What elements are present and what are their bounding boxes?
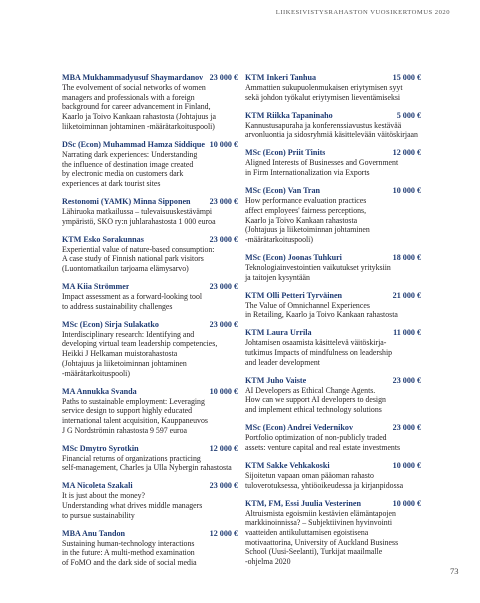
grant-description: Impact assessment as a forward-looking tool to address sustainability challenges <box>62 292 203 311</box>
grant-amount: 10 000 € <box>209 386 238 396</box>
grant-heading <box>62 529 238 539</box>
grant-heading <box>245 461 421 471</box>
grant-recipient: MSc (Econ) Van Tran <box>245 186 321 196</box>
grant-description: The Value of Omnichannel Experiences in Retailing, Kaarlo ja Toivo Kankaan rahastosta <box>245 300 398 320</box>
grant-recipient: MA Kiia Strömmer <box>62 282 130 292</box>
grant-recipient: KTM Riikka Tapaninaho <box>245 110 333 120</box>
grant-heading <box>245 73 421 83</box>
grant-heading <box>62 282 238 292</box>
right-column <box>245 73 421 575</box>
grant-entry <box>62 529 238 568</box>
grant-heading <box>62 481 238 491</box>
grant-amount: 10 000 € <box>209 139 238 149</box>
grant-amount: 10 000 € <box>392 498 421 508</box>
grant-entry <box>62 387 238 436</box>
grant-entry <box>62 140 238 189</box>
grant-heading <box>245 186 421 196</box>
grant-description: Lähiruoka matkailussa – tulevaisuuskestävämpi ympäristö, SKO ry:n juhlarahastosta 1 000 euroa <box>62 206 216 226</box>
grant-recipient: MSc (Econ) Sirja Sulakatko <box>62 319 159 329</box>
grant-entry <box>62 481 238 520</box>
grant-entry <box>62 320 238 379</box>
grant-description: Aligned Interests of Businesses and Government in Firm Internationalization via Exports <box>245 158 399 178</box>
grant-description: Altruismista egoismiin kestävien elämäntapojen markkinoinnissa? – Subjektiivinen hyvinvointi vaatteiden antikuluttamisen egoistisena motivaattorina, University of Auckland Business School (Uusi-Seelanti), Turkijat maailmalle -ohjelma 2020 <box>245 508 399 567</box>
grant-description: It is just about the money? Understanding what drives middle managers to pursue sustainability <box>62 491 203 520</box>
grant-recipient: KTM Esko Sorakunnas <box>62 234 144 244</box>
grant-recipient: MA Annukka Svanda <box>62 386 137 396</box>
grant-amount: 23 000 € <box>209 481 238 491</box>
grant-entry <box>245 328 421 367</box>
grant-recipient: MA Nicoleta Szakali <box>62 481 133 491</box>
grant-recipient: MSc (Econ) Joonas Tuhkuri <box>245 252 342 262</box>
grant-recipient: KTM Laura Urrila <box>245 328 312 338</box>
grant-amount: 23 000 € <box>209 319 238 329</box>
grant-recipient: KTM Sakke Vehkakoski <box>245 460 330 470</box>
grant-amount: 15 000 € <box>392 73 421 82</box>
grant-heading <box>245 328 421 338</box>
grant-amount: 10 000 € <box>392 460 421 470</box>
grant-heading <box>245 253 421 263</box>
grant-recipient: MBA Mukhammadyusuf Shaymardanov <box>62 73 204 82</box>
grant-entry <box>245 73 421 102</box>
grant-heading <box>62 197 238 207</box>
grant-entry <box>245 186 421 245</box>
grant-amount: 18 000 € <box>392 252 421 262</box>
grant-heading <box>62 73 238 83</box>
grant-heading <box>245 376 421 386</box>
grant-amount: 23 000 € <box>209 234 238 244</box>
grant-description: AI Developers as Ethical Change Agents. How can we support AI developers to design and implement ethical technology solutions <box>245 385 386 415</box>
grant-recipient: Restonomi (YAMK) Minna Sipponen <box>62 196 191 206</box>
running-header: LIIKESIVISTYSRAHASTON VUOSIKERTOMUS 2020 <box>275 9 450 16</box>
grant-recipient: KTM Juho Vaiste <box>245 375 307 385</box>
grant-description: How performance evaluation practices affect employees' fairness perceptions, Kaarlo ja Toivo Kankaan rahastosta (Johtajuus ja liiketoiminnan johtaminen -määrätarkoituspooli) <box>245 196 370 244</box>
grant-description: Ammattien sukupuolenmukaisen eriytymisen syyt sekä johdon työkalut eriytymisen lieventämiseksi <box>245 83 403 102</box>
grant-recipient: MBA Anu Tandon <box>62 528 125 538</box>
grant-description: Kannustusapurahа ja konferenssiavustus kestävää arvonluontia ja sidosryhmiä käsittelevään väitöskirjaan <box>245 120 418 140</box>
grant-entry <box>245 423 421 452</box>
grant-entry <box>245 111 421 140</box>
grant-amount: 10 000 € <box>392 186 421 196</box>
grant-heading <box>245 423 421 433</box>
grant-heading <box>62 320 238 330</box>
grant-description: The evolvement of social networks of women managers and professionals with a foreign background for career advancement in Finland, Kaarlo ja Toivo Kankaan rahastosta (Johtajuus ja liiketoiminnan johtaminen -määrätarkoituspooli) <box>62 83 216 131</box>
grant-recipient: DSc (Econ) Muhammad Hamza Siddique <box>62 139 206 149</box>
grant-amount: 21 000 € <box>392 290 421 300</box>
grant-heading <box>245 111 421 121</box>
grant-recipient: KTM, FM, Essi Juulia Vesterinen <box>245 498 362 508</box>
grant-description: Paths to sustainable employment: Leveraging service design to support highly educated international talent acquisition, Kauppaneuvos J G Nordströmin rahastosta 9 597 euroa <box>62 396 208 435</box>
grant-description: Portfolio optimization of non-publicly traded assets: venture capital and real estate investments <box>245 433 401 452</box>
grant-amount: 23 000 € <box>209 196 238 206</box>
grant-amount: 12 000 € <box>209 443 238 453</box>
grant-entry <box>245 499 421 567</box>
grant-amount: 23 000 € <box>392 375 421 385</box>
grant-amount: 23 000 € <box>209 73 238 82</box>
grant-entry <box>245 148 421 177</box>
grant-entry <box>245 253 421 282</box>
grant-entry <box>62 282 238 311</box>
grant-description: Johtamisen osaamista käsittelevä väitöskirja- tutkimus Impacts of mindfulness on leadership and leader development <box>245 338 393 367</box>
grant-amount: 23 000 € <box>392 423 421 433</box>
grant-recipient: KTM Inkeri Tanhua <box>245 73 317 82</box>
grant-description: Teknologiainvestointien vaikutukset yrityksiin ja taitojen kysyntään <box>245 262 391 282</box>
grant-amount: 12 000 € <box>209 528 238 538</box>
grant-recipient: MSc Dmytro Syrotkin <box>62 443 139 453</box>
grant-entry <box>245 291 421 320</box>
grant-heading <box>245 148 421 158</box>
grant-amount: 23 000 € <box>209 282 238 292</box>
grant-heading <box>245 291 421 301</box>
grant-amount: 12 000 € <box>392 148 421 158</box>
grant-entry <box>62 235 238 274</box>
grant-entry <box>245 461 421 490</box>
page-number: 73 <box>450 566 459 576</box>
grant-heading <box>62 235 238 245</box>
grant-entry <box>245 376 421 415</box>
grant-description: Narrating dark experiences: Understanding the influence of destination image created by electronic media on customers dark experiences at dark tourist sites <box>62 149 198 188</box>
grant-heading <box>62 444 238 454</box>
grant-entry <box>62 73 238 132</box>
grant-recipient: MSc (Econ) Andrei Vedernikov <box>245 423 353 433</box>
grant-description: Interdisciplinary research: Identifying and developing virtual team leadership competencies, Heikki J Helkaman muistorahastosta (Johtajuus ja liiketoiminnan johtaminen -määrätarkoituspooli) <box>62 329 218 378</box>
grant-description: Financial returns of organizations practicing self-management, Charles ja Ulla Nybergin rahastosta <box>62 453 232 473</box>
grant-heading <box>62 387 238 397</box>
grant-recipient: KTM Olli Petteri Tyrväinen <box>245 290 343 300</box>
grant-amount: 5 000 € <box>396 110 421 120</box>
grant-amount: 11 000 € <box>393 328 421 338</box>
left-column <box>62 73 238 576</box>
grant-entry <box>62 197 238 226</box>
grant-heading <box>62 140 238 150</box>
grant-heading <box>245 499 421 509</box>
grant-recipient: MSc (Econ) Priit Tinits <box>245 148 326 158</box>
grant-entry <box>62 444 238 473</box>
grant-description: Experiential value of nature-based consumption: A case study of Finnish national park visitors (Luontomatkailun tarjoama elämysarvo) <box>62 244 215 274</box>
grant-description: Sijoitetun vapaan oman pääoman rahasto tuloverotuksessa, yhtiöoikeudessa ja kirjanpidossa <box>245 470 404 490</box>
grant-description: Sustaining human-technology interactions in the future: A multi-method examination of FoMO and the dark side of social media <box>62 538 197 568</box>
